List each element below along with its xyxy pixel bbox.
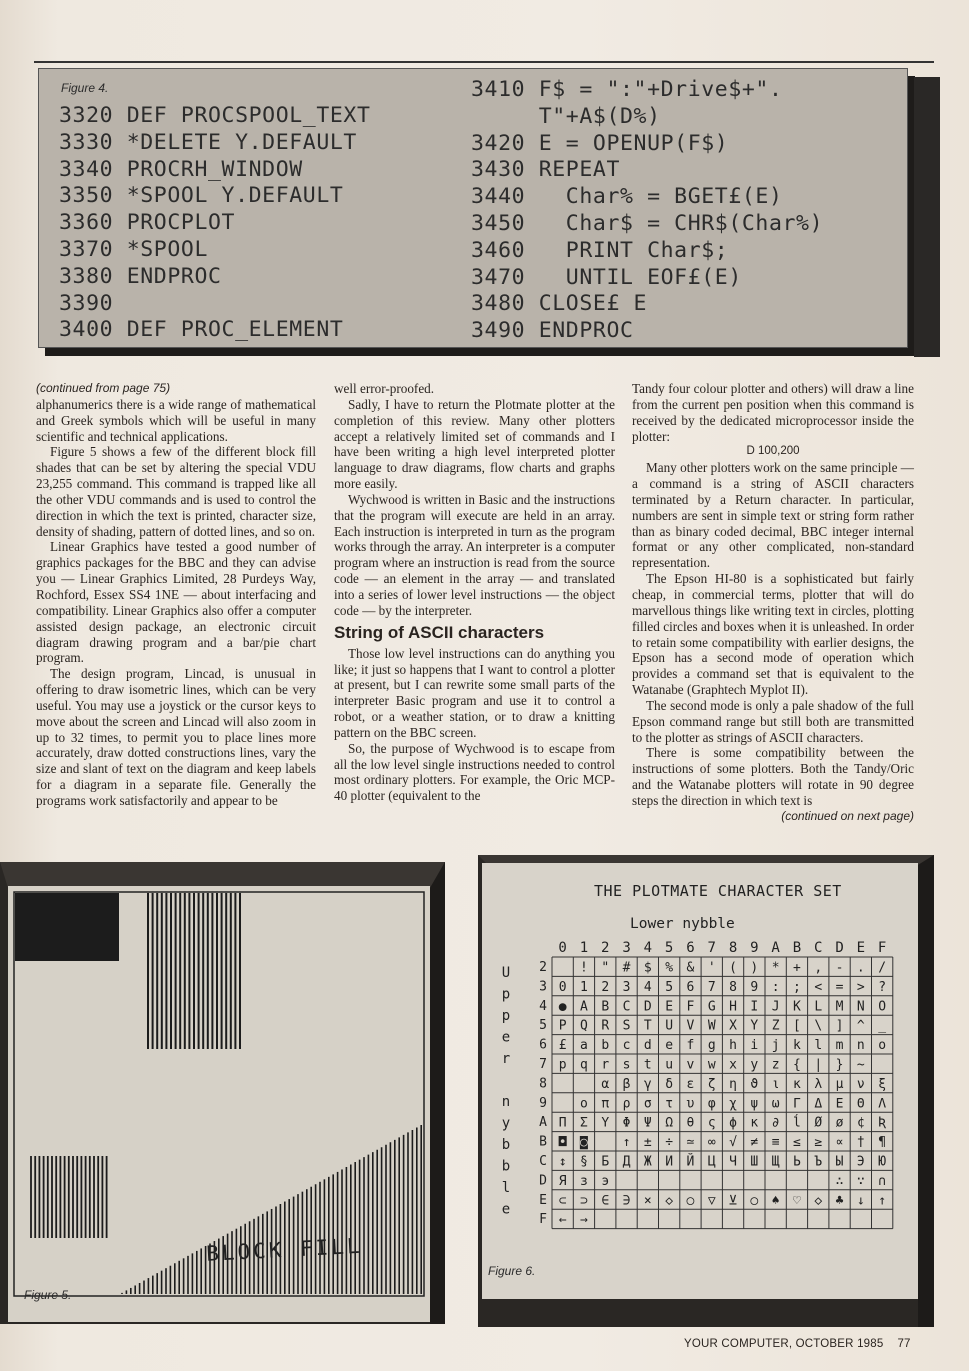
column-header: B xyxy=(792,940,802,956)
figure-5-caption: Figure 5. xyxy=(24,1288,72,1302)
character-cell: 3 xyxy=(622,979,631,995)
character-cell: ĸ xyxy=(750,1115,759,1131)
figure-5-frame xyxy=(0,862,445,1324)
character-cell: ĺ xyxy=(793,1115,801,1131)
character-cell: > xyxy=(856,979,865,995)
character-cell: s xyxy=(622,1057,631,1073)
paragraph: Tandy four colour plotter and others) will draw a line from the current pen position when this command is received by the dedicated microprocessor inside the plotter: xyxy=(632,381,914,444)
character-cell: Π xyxy=(558,1115,567,1131)
character-cell: Σ xyxy=(580,1115,588,1131)
character-cell: R xyxy=(601,1018,610,1034)
character-cell: H xyxy=(729,999,737,1015)
character-cell: C xyxy=(622,999,631,1015)
character-cell: √ xyxy=(729,1135,737,1151)
character-cell: π xyxy=(601,1096,610,1112)
paragraph: alphanumerics there is a wide range of mathematical and Greek symbols which will be useful in many scientific and technical applications. xyxy=(36,396,316,444)
character-cell: β xyxy=(622,1076,631,1092)
character-cell: - xyxy=(835,960,844,976)
block-fill-label: BLOCK FILL xyxy=(205,1233,364,1266)
column-header: 6 xyxy=(686,940,695,956)
code-line: 3490 ENDPROC xyxy=(471,318,634,344)
character-cell: d xyxy=(643,1038,652,1054)
character-cell: O xyxy=(878,999,887,1015)
code-line: 3360 PROCPLOT xyxy=(59,210,236,236)
paragraph: Figure 5 shows a few of the different block fill shades that can be set by altering the special VDU 23,255 command. This command is trapped like all the other VDU commands and is used to control the direction in which the text is printed, character size, density of shading, pattern of dotted lines, and so on. xyxy=(36,444,316,539)
character-cell: ∴ xyxy=(835,1173,844,1189)
continued-from-note: (continued from page 75) xyxy=(36,381,171,395)
character-cell: E xyxy=(665,999,674,1015)
character-cell: M xyxy=(835,999,844,1015)
character-cell: ? xyxy=(878,979,887,995)
character-cell: Υ xyxy=(601,1115,610,1131)
character-cell: з xyxy=(580,1173,588,1189)
character-cell: Ω xyxy=(665,1115,674,1131)
paragraph: Linear Graphics have tested a good number of graphics packages for the BBC and they can advise you — Linear Graphics Limited, 28 Purdeys Way, Rochford, Essex SS4 1NE — about interfacing and compatibility. Linear Graphics also offer a computer assisted design package, an electronic circuit diagram drawing program and a bar/pie chart program. xyxy=(36,539,316,666)
character-cell: Б xyxy=(601,1154,610,1170)
character-cell: ♠ xyxy=(771,1193,780,1209)
character-cell: Ш xyxy=(750,1154,759,1170)
character-cell: ○ xyxy=(750,1193,759,1209)
character-cell: ϕ xyxy=(729,1115,737,1131)
paragraph: Wychwood is written in Basic and the instructions that the program will execute are held in an array. Each instruction is interpreted in turn as the program works through the array. An interpreter is a computer program where an instruction is read from the source code — an element in the array — and translated into a series of lower level instructions — the object code — by the interpreter. xyxy=(334,491,615,618)
character-cell: ~ xyxy=(856,1057,865,1073)
character-cell: ● xyxy=(558,999,567,1015)
plotter-command-example: D 100,200 xyxy=(746,445,800,458)
section-subheading: String of ASCII characters xyxy=(334,622,545,642)
character-cell: y xyxy=(750,1057,759,1073)
character-cell: ⊻ xyxy=(728,1193,738,1209)
character-cell: c xyxy=(622,1038,631,1054)
character-cell: ◇ xyxy=(665,1193,674,1209)
page-number: 77 xyxy=(897,1338,911,1350)
character-cell: x xyxy=(729,1057,737,1073)
column-header: 0 xyxy=(558,940,567,956)
paragraph: The design program, Lincad, is unusual in offering to draw isometric lines, which can be very useful. You may use a joystick or the cursor keys to move about the screen and Lincad will also zoom in up to 32 times, to permit you to place lines more accurately, draw dotted constructions lines, vary the size and slant of text on the diagram and keep labels for a diagram in a separate file. Generally the programs work satisfactorily and appear to be xyxy=(36,666,316,808)
code-line: 3350 *SPOOL Y.DEFAULT xyxy=(59,183,344,209)
character-cell: _ xyxy=(878,1018,887,1034)
character-cell: P xyxy=(558,1018,567,1034)
row-header: D xyxy=(539,1173,547,1189)
character-cell: ζ xyxy=(707,1076,716,1092)
character-cell: m xyxy=(835,1038,844,1054)
character-cell: ∈ xyxy=(601,1193,610,1209)
character-cell: ○ xyxy=(686,1193,695,1209)
character-cell: a xyxy=(580,1038,588,1054)
upper-nybble-letter: p xyxy=(501,986,511,1003)
character-cell: ψ xyxy=(750,1096,759,1112)
character-cell: ∂ xyxy=(771,1115,780,1131)
character-cell: D xyxy=(643,999,652,1015)
character-cell: ¢ xyxy=(856,1115,865,1131)
character-cell: η xyxy=(729,1076,737,1092)
figure-5-block-fill-plot xyxy=(0,862,445,1324)
character-cell: Ε xyxy=(835,1096,844,1112)
character-cell: Γ xyxy=(793,1096,801,1112)
character-cell: 1 xyxy=(580,979,588,995)
character-cell: † xyxy=(856,1135,865,1151)
character-cell: ↑ xyxy=(622,1135,631,1151)
paragraph: So, the purpose of Wychwood is to escape from all the low level single instructions needed to control most ordinary plotters. For example, the Oric MCP-40 plotter (equivalent to the xyxy=(334,740,615,804)
character-cell: ρ xyxy=(622,1096,631,1112)
paragraph: Many other plotters work on the same principle — a command is a string of ASCII characters terminated by a Return character. In particular, numbers are sent in simple text or string form rather than as binary coded decimal, BBC integer internal format or any other complicated, non-standard representation. xyxy=(632,460,914,571)
character-cell: ϑ xyxy=(750,1076,759,1092)
column-header: 3 xyxy=(622,940,631,956)
character-cell: $ xyxy=(643,960,652,976)
code-line: 3390 xyxy=(59,290,114,316)
character-cell: υ xyxy=(686,1096,695,1112)
column-header: E xyxy=(856,940,866,956)
character-cell: h xyxy=(729,1038,737,1054)
character-cell: γ xyxy=(643,1076,652,1092)
publication-name: YOUR COMPUTER, OCTOBER 1985 xyxy=(684,1338,884,1350)
upper-nybble-letter: U xyxy=(501,965,511,981)
character-cell: → xyxy=(580,1212,588,1228)
character-cell: ^ xyxy=(856,1018,865,1034)
character-cell: Φ xyxy=(622,1115,631,1131)
upper-nybble-letter: y xyxy=(501,1115,511,1132)
character-cell: 2 xyxy=(601,979,610,995)
character-cell: ± xyxy=(643,1135,652,1151)
character-cell: 9 xyxy=(750,979,759,995)
paragraph: Those low level instructions can do anything you like; it just so happens that I want to control a plotter at present, but I can rewrite some small parts of the interpreter Basic program and use it to control a robot, or a weather station, or to draw a knitting pattern on the BBC screen. xyxy=(334,645,615,740)
character-cell: & xyxy=(686,960,695,976)
character-cell: ◙ xyxy=(580,1135,588,1151)
upper-nybble-letter: e xyxy=(501,1201,511,1218)
column-header: 8 xyxy=(728,940,738,956)
character-cell: Ъ xyxy=(814,1154,823,1170)
row-header: A xyxy=(539,1115,547,1131)
character-cell: ω xyxy=(771,1096,780,1112)
character-cell: L xyxy=(814,999,823,1015)
row-header: F xyxy=(539,1212,547,1228)
character-cell: U xyxy=(665,1018,674,1034)
figure-6-character-set-chart xyxy=(478,855,934,1327)
column-header: 1 xyxy=(579,940,589,956)
solid-fill-block xyxy=(15,893,119,961)
character-cell: g xyxy=(707,1038,716,1054)
column-header: D xyxy=(835,940,844,956)
code-line: 3340 PROCRH_WINDOW xyxy=(59,156,303,182)
character-cell: ξ xyxy=(878,1076,887,1092)
code-line: 3380 ENDPROC xyxy=(59,263,222,289)
character-cell: Ю xyxy=(878,1154,887,1170)
character-cell: ε xyxy=(686,1076,695,1092)
character-cell: ( xyxy=(729,960,737,976)
character-cell: ] xyxy=(835,1018,844,1034)
character-cell: [ xyxy=(793,1018,801,1034)
character-cell: k xyxy=(793,1038,801,1054)
character-cell: ≃ xyxy=(686,1135,695,1151)
character-cell: ↑ xyxy=(878,1193,887,1209)
character-cell: b xyxy=(601,1038,610,1054)
character-cell: Д xyxy=(622,1154,631,1170)
upper-nybble-letter: l xyxy=(501,1180,511,1196)
character-cell: p xyxy=(558,1057,567,1073)
code-line: 3330 *DELETE Y.DEFAULT xyxy=(59,129,357,155)
character-cell: { xyxy=(793,1057,801,1073)
column-header: C xyxy=(814,940,823,956)
character-cell: ≤ xyxy=(793,1135,801,1151)
code-line: 3410 F$ = ":"+Drive$+". xyxy=(471,77,783,102)
page-footer xyxy=(684,1338,911,1350)
character-cell: v xyxy=(686,1057,695,1073)
character-cell: ∋ xyxy=(622,1193,631,1209)
character-cell: ≡ xyxy=(771,1135,780,1151)
column-header: A xyxy=(771,940,780,956)
character-cell: σ xyxy=(643,1096,652,1112)
paragraph: well error-proofed. xyxy=(334,381,435,396)
code-line: 3420 E = OPENUP(F$) xyxy=(471,130,729,156)
character-cell: χ xyxy=(729,1096,737,1112)
character-cell: # xyxy=(622,960,631,976)
upper-nybble-letter: b xyxy=(501,1158,511,1175)
character-cell: μ xyxy=(835,1076,844,1092)
character-cell: ø xyxy=(835,1115,844,1131)
character-cell: B xyxy=(601,999,610,1015)
code-line: T"+A$(D%) xyxy=(471,103,661,129)
character-cell: ∞ xyxy=(707,1135,716,1151)
character-cell: Δ xyxy=(814,1096,823,1112)
character-cell: ∵ xyxy=(856,1173,865,1189)
character-set-title: THE PLOTMATE CHARACTER SET xyxy=(594,882,842,900)
character-cell: ; xyxy=(793,979,801,995)
character-cell: δ xyxy=(665,1076,674,1092)
code-line: 3370 *SPOOL xyxy=(59,236,208,262)
character-cell: ↓ xyxy=(856,1193,865,1209)
character-cell: J xyxy=(771,999,780,1015)
row-header: 2 xyxy=(539,960,547,975)
character-cell: ♣ xyxy=(835,1193,844,1209)
character-cell: z xyxy=(771,1057,780,1073)
figure-6-caption: Figure 6. xyxy=(488,1264,536,1278)
character-cell: ⊂ xyxy=(558,1193,567,1209)
column-header: 4 xyxy=(643,940,653,956)
code-line: 3400 DEF PROC_ELEMENT xyxy=(59,317,344,343)
character-cell: i xyxy=(750,1038,759,1054)
character-cell: . xyxy=(856,960,865,976)
character-cell: Ψ xyxy=(643,1115,652,1131)
character-cell: ≥ xyxy=(814,1135,823,1151)
paragraph: The Epson HI-80 is a sophisticated but fairly cheap, in commercial terms, plotter that will do marvellous things like writing text in circles, plotting filled circles and boxes when it is unleashed. In order to retain some compatibility with earlier designs, the Epson has a second mode of operation which provides a command set that is equivalent to the Watanabe (Graphtech Myplot II). xyxy=(632,571,914,698)
character-cell: X xyxy=(729,1018,737,1034)
character-cell: G xyxy=(707,999,716,1015)
character-cell: K xyxy=(793,999,801,1015)
character-cell: t xyxy=(643,1057,652,1073)
character-cell: ν xyxy=(856,1076,865,1092)
character-cell: 8 xyxy=(729,979,737,995)
paragraph: The second mode is only a pale shadow of the full Epson command range but still both are transmitted to the plotter as strings of ASCII characters. xyxy=(632,697,914,745)
code-line: 3320 DEF PROCSPOOL_TEXT xyxy=(59,103,371,128)
text-column-2 xyxy=(334,381,615,804)
character-cell: q xyxy=(580,1057,588,1073)
character-cell: э xyxy=(601,1173,610,1189)
upper-nybble-letter: r xyxy=(501,1051,511,1067)
code-line: 3470 UNTIL EOF£(E) xyxy=(471,264,742,290)
character-cell: 5 xyxy=(665,979,674,995)
character-cell: ) xyxy=(750,960,759,976)
character-cell: I xyxy=(750,999,759,1015)
figure-6-frame xyxy=(478,855,934,1327)
character-cell: θ xyxy=(686,1115,695,1131)
character-cell: ♡ xyxy=(793,1193,801,1209)
character-cell: < xyxy=(814,979,823,995)
character-cell: Ы xyxy=(835,1154,844,1170)
character-cell: ⊃ xyxy=(580,1193,588,1209)
text-column-3 xyxy=(632,381,914,825)
character-cell: ι xyxy=(771,1076,780,1092)
character-cell: u xyxy=(665,1057,674,1073)
character-cell: Я xyxy=(558,1173,567,1189)
character-cell: 0 xyxy=(558,979,567,995)
character-cell: } xyxy=(835,1057,844,1073)
character-cell: ∝ xyxy=(835,1135,844,1151)
character-cell: ς xyxy=(707,1115,716,1131)
striped-fill-block-top xyxy=(148,893,240,1049)
character-cell: / xyxy=(878,960,887,976)
character-cell: Ж xyxy=(643,1154,652,1170)
column-header: 7 xyxy=(707,940,716,956)
character-cell: ο xyxy=(580,1096,588,1112)
figure-4-code-listing xyxy=(38,68,908,348)
code-listing-left xyxy=(59,103,371,344)
code-line: 3480 CLOSE£ E xyxy=(471,291,648,317)
code-line: 3440 Char% = BGET£(E) xyxy=(471,184,783,210)
character-cell: e xyxy=(665,1038,674,1054)
row-header: 4 xyxy=(539,998,547,1014)
character-cell: Λ xyxy=(878,1096,887,1112)
character-cell: ↕ xyxy=(558,1154,567,1170)
character-cell: j xyxy=(771,1038,780,1054)
character-cell: 7 xyxy=(707,979,716,995)
character-cell: ¶ xyxy=(878,1135,887,1151)
character-cell: Й xyxy=(686,1154,695,1170)
character-cell: + xyxy=(793,960,801,976)
character-cell: Y xyxy=(750,1018,759,1034)
character-cell: S xyxy=(622,1018,631,1034)
character-cell: ← xyxy=(558,1212,567,1228)
character-cell: T xyxy=(643,1018,652,1034)
character-cell: ▽ xyxy=(707,1193,716,1209)
character-cell: φ xyxy=(707,1096,716,1112)
top-rule xyxy=(34,61,934,63)
column-header: 9 xyxy=(750,940,759,956)
character-cell: l xyxy=(814,1038,823,1054)
row-header: 9 xyxy=(539,1095,547,1111)
character-cell: ◘ xyxy=(558,1135,567,1151)
column-header: 5 xyxy=(664,940,674,956)
code-line: 3460 PRINT Char$; xyxy=(471,237,729,263)
upper-nybble-letter: e xyxy=(501,1029,511,1046)
row-header: 8 xyxy=(539,1076,547,1092)
character-cell: f xyxy=(686,1038,695,1054)
row-header: E xyxy=(539,1192,547,1208)
character-cell: ≠ xyxy=(750,1135,759,1151)
upper-nybble-letter: p xyxy=(501,1008,511,1024)
character-cell: 4 xyxy=(643,979,652,995)
character-cell: = xyxy=(835,979,844,995)
character-cell: | xyxy=(814,1057,823,1073)
character-cell: " xyxy=(601,960,610,976)
code-line: 3430 REPEAT xyxy=(471,157,620,183)
character-cell: κ xyxy=(793,1076,801,1092)
text-column-1 xyxy=(36,381,316,809)
character-cell: Z xyxy=(771,1018,780,1034)
character-cell: Ʀ xyxy=(878,1115,887,1131)
character-cell: w xyxy=(707,1057,716,1073)
row-header: C xyxy=(539,1154,547,1169)
code-line: 3450 Char$ = CHR$(Char%) xyxy=(471,210,824,236)
upper-nybble-letter: b xyxy=(501,1137,511,1153)
character-cell: n xyxy=(856,1038,865,1054)
character-cell: Э xyxy=(856,1154,865,1170)
character-cell: ! xyxy=(580,960,588,976)
character-cell: r xyxy=(601,1057,610,1073)
figure-4-caption: Figure 4. xyxy=(61,81,109,95)
character-cell: N xyxy=(856,999,865,1015)
character-cell: α xyxy=(601,1076,610,1092)
character-cell: Щ xyxy=(771,1154,780,1170)
character-cell: * xyxy=(771,960,780,976)
row-header: B xyxy=(539,1134,547,1150)
code-listing-right xyxy=(471,77,823,345)
character-cell: \ xyxy=(814,1018,823,1034)
character-cell: ÷ xyxy=(665,1135,674,1151)
character-cell: ' xyxy=(707,960,716,976)
character-cell: И xyxy=(665,1154,674,1170)
row-header: 6 xyxy=(539,1037,547,1053)
upper-nybble-letter: n xyxy=(501,1094,511,1110)
character-cell: 6 xyxy=(686,979,695,995)
character-cell: τ xyxy=(665,1096,674,1112)
continued-next-note: (continued on next page) xyxy=(781,808,914,823)
character-cell: : xyxy=(771,979,780,995)
character-cell: W xyxy=(707,1018,716,1034)
character-cell: , xyxy=(814,960,823,976)
character-cell: ◇ xyxy=(814,1193,823,1209)
character-cell: § xyxy=(580,1154,588,1170)
character-cell: Q xyxy=(580,1018,588,1034)
character-cell: o xyxy=(878,1038,887,1054)
character-cell: V xyxy=(686,1018,695,1034)
character-cell: ∩ xyxy=(878,1173,887,1189)
lower-nybble-label: Lower nybble xyxy=(630,916,735,932)
character-cell: Θ xyxy=(856,1096,865,1112)
character-cell: F xyxy=(686,999,695,1015)
character-cell: £ xyxy=(558,1038,567,1054)
character-cell: Ø xyxy=(814,1115,823,1131)
row-header: 5 xyxy=(539,1018,547,1034)
row-header: 3 xyxy=(539,979,547,995)
character-cell: A xyxy=(580,999,588,1015)
column-header: F xyxy=(877,940,887,956)
character-cell: Ь xyxy=(793,1154,801,1170)
paragraph: There is some compatibility between the instructions of some plotters. Both the Tandy/Oric and the Watanabe plotters will rotate in 90 degree steps the direction in which text is xyxy=(632,745,914,808)
character-cell: λ xyxy=(814,1076,823,1092)
character-cell: Ч xyxy=(729,1154,737,1170)
column-header: 2 xyxy=(601,940,610,956)
character-cell: % xyxy=(665,960,674,976)
row-header: 7 xyxy=(539,1057,547,1072)
paragraph: Sadly, I have to return the Plotmate plotter at the completion of this review. Many other plotters accept a relatively limited set of commands and I have been writing a high level interpreted plotter language to draw diagrams, flow charts and graphs more easily. xyxy=(334,396,615,492)
character-cell: × xyxy=(643,1193,652,1209)
character-cell: Ц xyxy=(707,1154,716,1170)
